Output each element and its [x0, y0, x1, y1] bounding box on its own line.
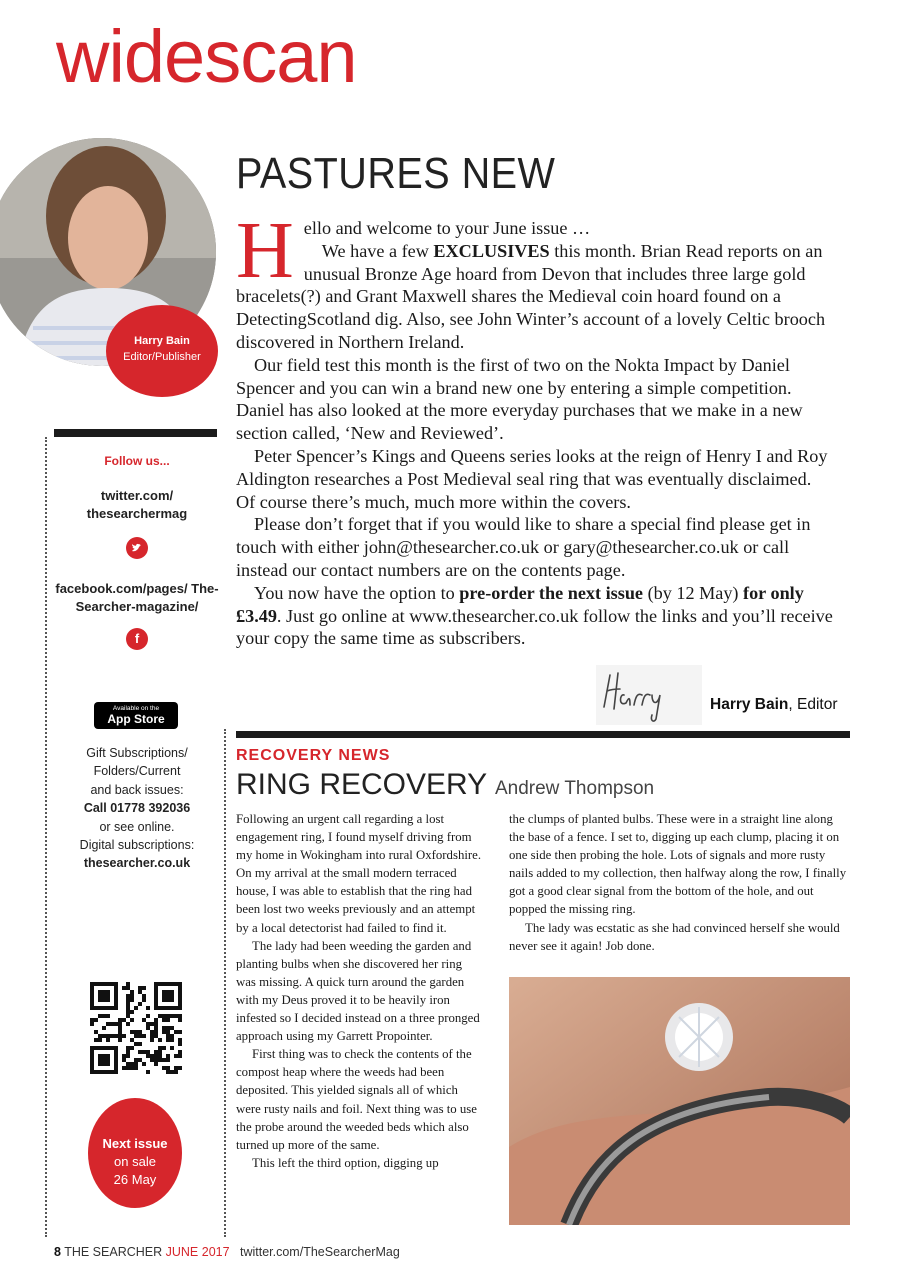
signature [596, 665, 702, 725]
article-column-2 [509, 810, 849, 955]
signoff-name: Harry Bain [710, 696, 789, 713]
editor-role: Editor/Publisher [123, 351, 201, 363]
section-kicker: RECOVERY NEWS [236, 747, 391, 764]
app-store-small-text: Available on the [112, 705, 160, 712]
facebook-icon[interactable]: f [126, 628, 148, 650]
masthead: widescan [56, 15, 357, 98]
article-title-text: RING RECOVERY [236, 768, 487, 801]
editorial-p1: ello and welcome to your June issue … [303, 218, 591, 238]
article-paragraph: Following an urgent call regarding a lost engagement ring, I found myself driving from my home in Wokingham into rural Oxfordshire. On my arrival at the small modern terraced house, I was able to establish that the ring had been lost two weeks previously and an attempt by a local detectorist had failed to find it. [236, 812, 482, 935]
subs-line: or see online. [99, 819, 175, 834]
signoff-role: , Editor [788, 696, 838, 713]
subs-site-link[interactable]: thesearcher.co.uk [83, 856, 191, 871]
page-number: 8 [54, 1245, 61, 1259]
subs-line: and back issues: [90, 782, 184, 797]
editorial-p2-bold: EXCLUSIVES [433, 240, 550, 261]
facebook-link[interactable] [54, 580, 220, 616]
twitter-link[interactable] [54, 487, 220, 523]
footer-magazine: THE SEARCHER [64, 1245, 163, 1259]
ring-photo [509, 977, 850, 1225]
editorial-p6-text: (by 12 May) [643, 582, 744, 603]
subs-line: Gift Subscriptions/ [86, 746, 188, 760]
article-paragraph: The lady had been weeding the garden and planting bulbs when she discovered her ring was missing. A quick turn around the garden with my Deus proved it to be heavily iron infested so I decided instead on a three pronged approach using my Garrett Propointer. [236, 938, 480, 1044]
article-byline: Andrew Thompson [494, 778, 655, 799]
editorial-p6-bold: pre-order the next issue [459, 582, 644, 603]
editorial-p6-text: . Just go online at www.thesearcher.co.uk follow the links and you’ll receive your copy the same time as subscribers. [236, 605, 833, 649]
twitter-icon[interactable] [126, 537, 148, 559]
article-title [236, 770, 654, 800]
editorial-p6-bold: for only £3.49 [236, 582, 804, 626]
sidebar-rule [54, 429, 217, 437]
editorial-p3: Our field test this month is the first of two on the Nokta Impact by Daniel Spencer and you can win a brand new one by entering a simple competition. Daniel has also looked at the more everyday purchases that we make in a new section called, ‘New and Reviewed’. [236, 354, 803, 444]
sidebar-dotted-border-right [224, 729, 226, 1237]
editorial-p5: Please don’t forget that if you would like to share a special find please get in touch with either john@thesearcher.co.uk or gary@thesearcher.co.uk or call instead our contact numbers are on the contents page. [236, 514, 811, 580]
app-store-text: App Store [107, 712, 165, 726]
editorial-p4: Peter Spencer’s Kings and Queens series looks at the reign of Henry I and Roy Aldington researches a Post Medieval seal ring that was eventually disclaimed. Of course there’s much, much more within the covers. [236, 445, 828, 512]
editorial-p6-text: You now have the option to [254, 582, 460, 603]
signoff [710, 696, 838, 714]
next-issue-line: on sale [114, 1154, 156, 1169]
editorial-p2-text: We have a few [321, 240, 434, 261]
article-paragraph: First thing was to check the contents of the compost heap where the weeds had been deposited. This yielded signals all of which were rusty nails and foil. Next thing was to use the probe around the weeded beds which also turned up more of the same. [236, 1047, 477, 1152]
subscriptions-info [54, 744, 220, 873]
editorial-p2-text: this month. Brian Read reports on an unusual Bronze Age hoard from Devon that includes three large gold bracelets(?) and Grant Maxwell shares the Medieval coin hoard found on a DetectingScotland dig. Also, see John Winter’s account of a lovely Celtic brooch discovered in Northern Ireland. [236, 240, 826, 352]
editor-badge [106, 305, 218, 397]
article-paragraph: the clumps of planted bulbs. These were in a straight line along the base of a fence. I set to, digging up each clump, placing it on one side then probing the hole. Lots of signals and more rusty nails added to my collection, then halfway along the row, I finally got a good clear signal from the bottom of the hole, and out popped the missing ring. [509, 812, 847, 917]
editorial-headline: PASTURES NEW [236, 149, 556, 198]
page-footer [54, 1245, 400, 1259]
article-paragraph: The lady was ecstatic as she had convinced herself she would never see it again! Job done. [509, 920, 840, 953]
follow-us-heading: Follow us... [104, 454, 170, 468]
footer-twitter-link[interactable]: twitter.com/TheSearcherMag [239, 1245, 400, 1259]
footer-issue: JUNE 2017 [165, 1245, 230, 1259]
subs-phone: Call 01778 392036 [83, 801, 191, 816]
next-issue-date: 26 May [113, 1172, 157, 1187]
app-store-badge[interactable] [94, 702, 178, 729]
qr-code[interactable] [90, 982, 182, 1074]
sidebar-dotted-border-left [45, 437, 47, 1237]
section-rule [236, 731, 850, 738]
subs-line: Digital subscriptions: [79, 838, 195, 853]
drop-cap: H [236, 207, 294, 295]
facebook-link-text: facebook.com/pages/ The-Searcher-magazine/ [55, 581, 219, 614]
subs-line: Folders/Current [93, 764, 181, 779]
article-paragraph: This left the third option, digging up [252, 1155, 439, 1170]
next-issue-badge [88, 1098, 182, 1208]
next-issue-title: Next issue [102, 1136, 168, 1151]
twitter-link-text: twitter.com/ thesearchermag [86, 488, 188, 521]
article-column-1 [236, 810, 484, 1172]
editor-name: Harry Bain [134, 335, 190, 347]
editorial-body [236, 207, 834, 650]
